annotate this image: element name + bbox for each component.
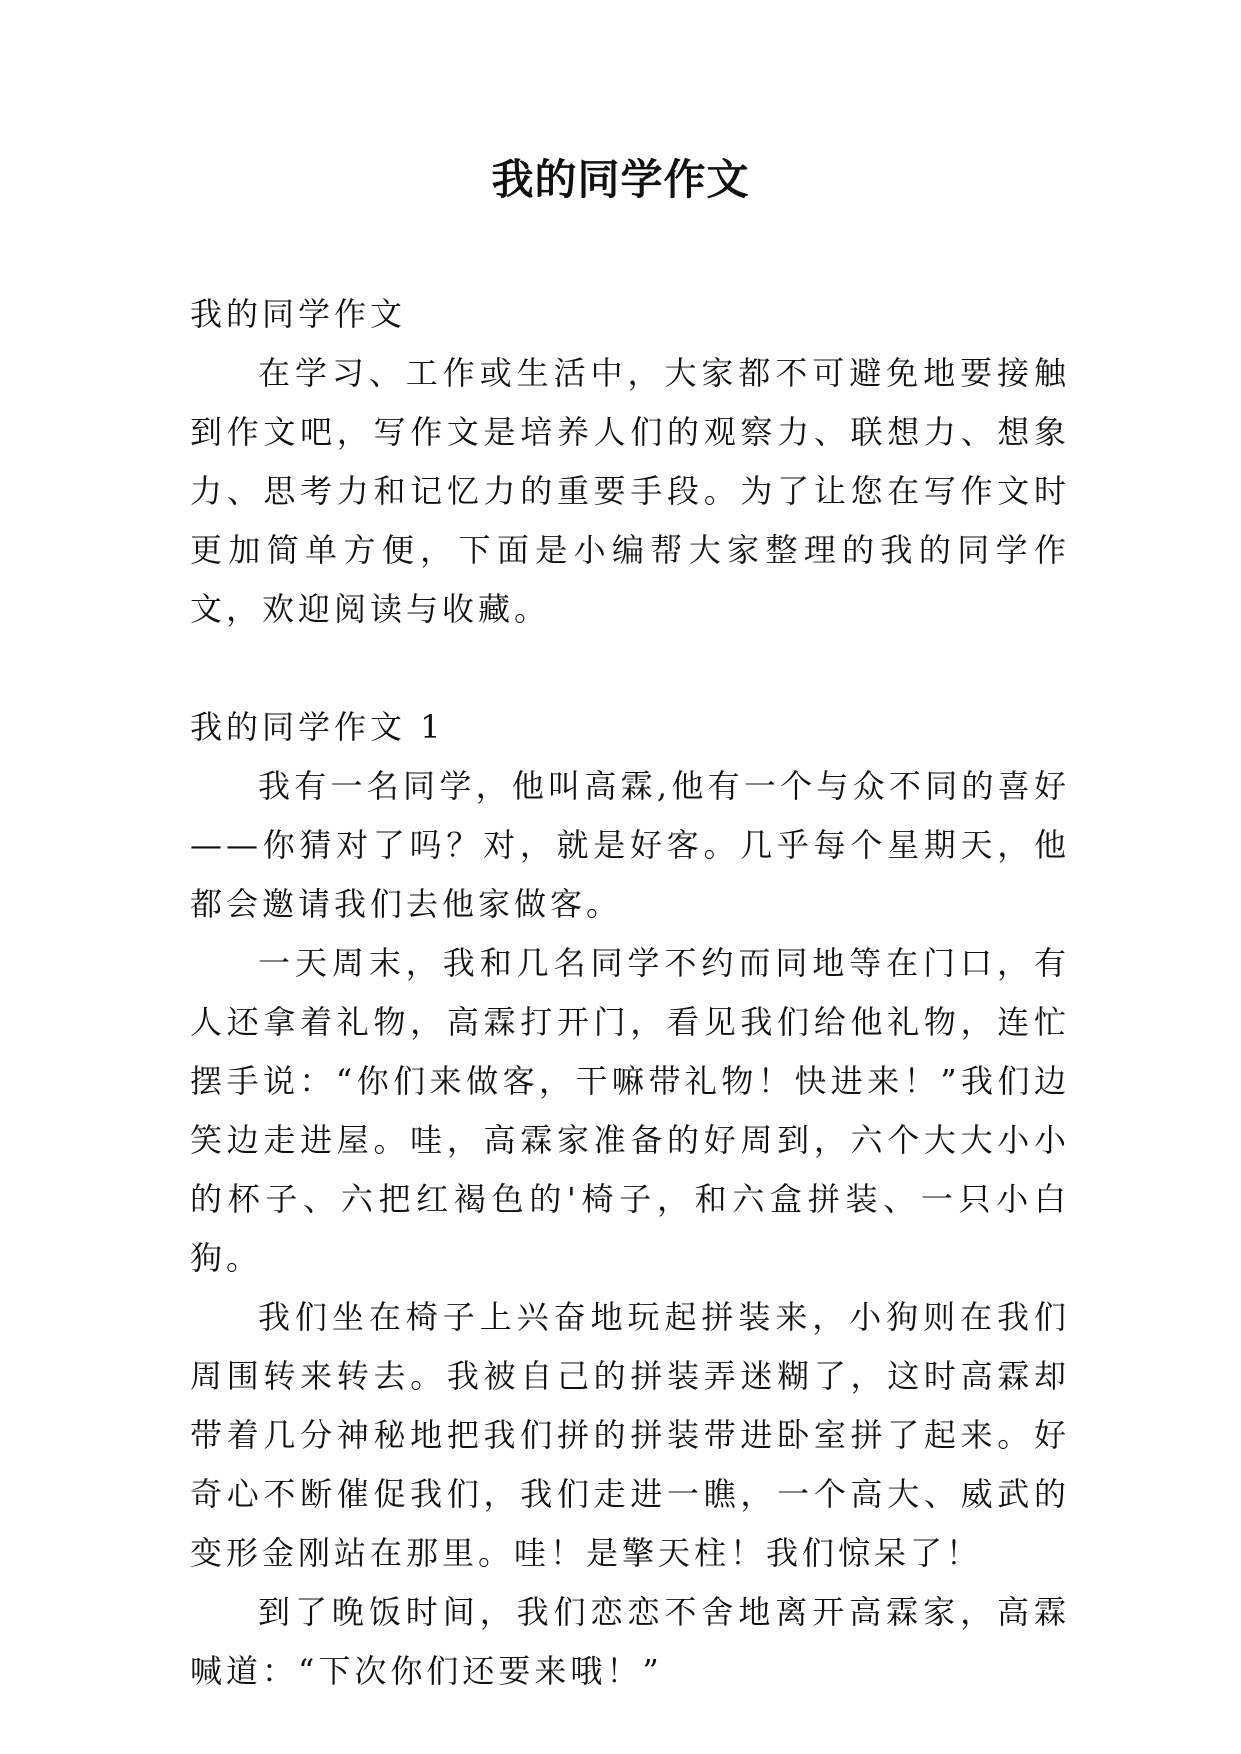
- essay-paragraph: 一天周末，我和几名同学不约而同地等在门口，有人还拿着礼物，高霖打开门，看见我们给他礼物，连忙摆手说：“你们来做客，干嘛带礼物！快进来！”我们边笑边走进屋。哇，高霖家准备的好周到，六个大大小小的杯子、六把红褐色的'椅子，和六盒拼装、一只小白狗。: [190, 944, 1070, 1277]
- section-spacer: [190, 639, 1070, 698]
- essay-paragraph: 我们坐在椅子上兴奋地玩起拼装来，小狗则在我们周围转来转去。我被自己的拼装弄迷糊了，这时高霖却带着几分神秘地把我们拼的拼装带进卧室拼了起来。好奇心不断催促我们，我们走进一瞧，一个高大、威武的变形金刚站在那里。哇！是擎天柱！我们惊呆了！: [190, 1298, 1070, 1572]
- essay-paragraph: 我有一名同学，他叫高霖,他有一个与众不同的喜好——你猜对了吗？对，就是好客。几乎每个星期天，他都会邀请我们去他家做客。: [190, 767, 1070, 923]
- essay-paragraph: 到了晚饭时间，我们恋恋不舍地离开高霖家，高霖喊道：“下次你们还要来哦！”: [190, 1593, 1070, 1690]
- essay-heading: 我的同学作文 1: [190, 708, 445, 746]
- document-body: [190, 285, 1070, 1701]
- intro-heading: 我的同学作文: [190, 295, 407, 333]
- intro-paragraph: 在学习、工作或生活中，大家都不可避免地要接触到作文吧，写作文是培养人们的观察力、联想力、想象力、思考力和记忆力的重要手段。为了让您在写作文时更加简单方便，下面是小编帮大家整理的我的同学作文，欢迎阅读与收藏。: [190, 354, 1070, 628]
- document-title: 我的同学作文: [491, 155, 750, 204]
